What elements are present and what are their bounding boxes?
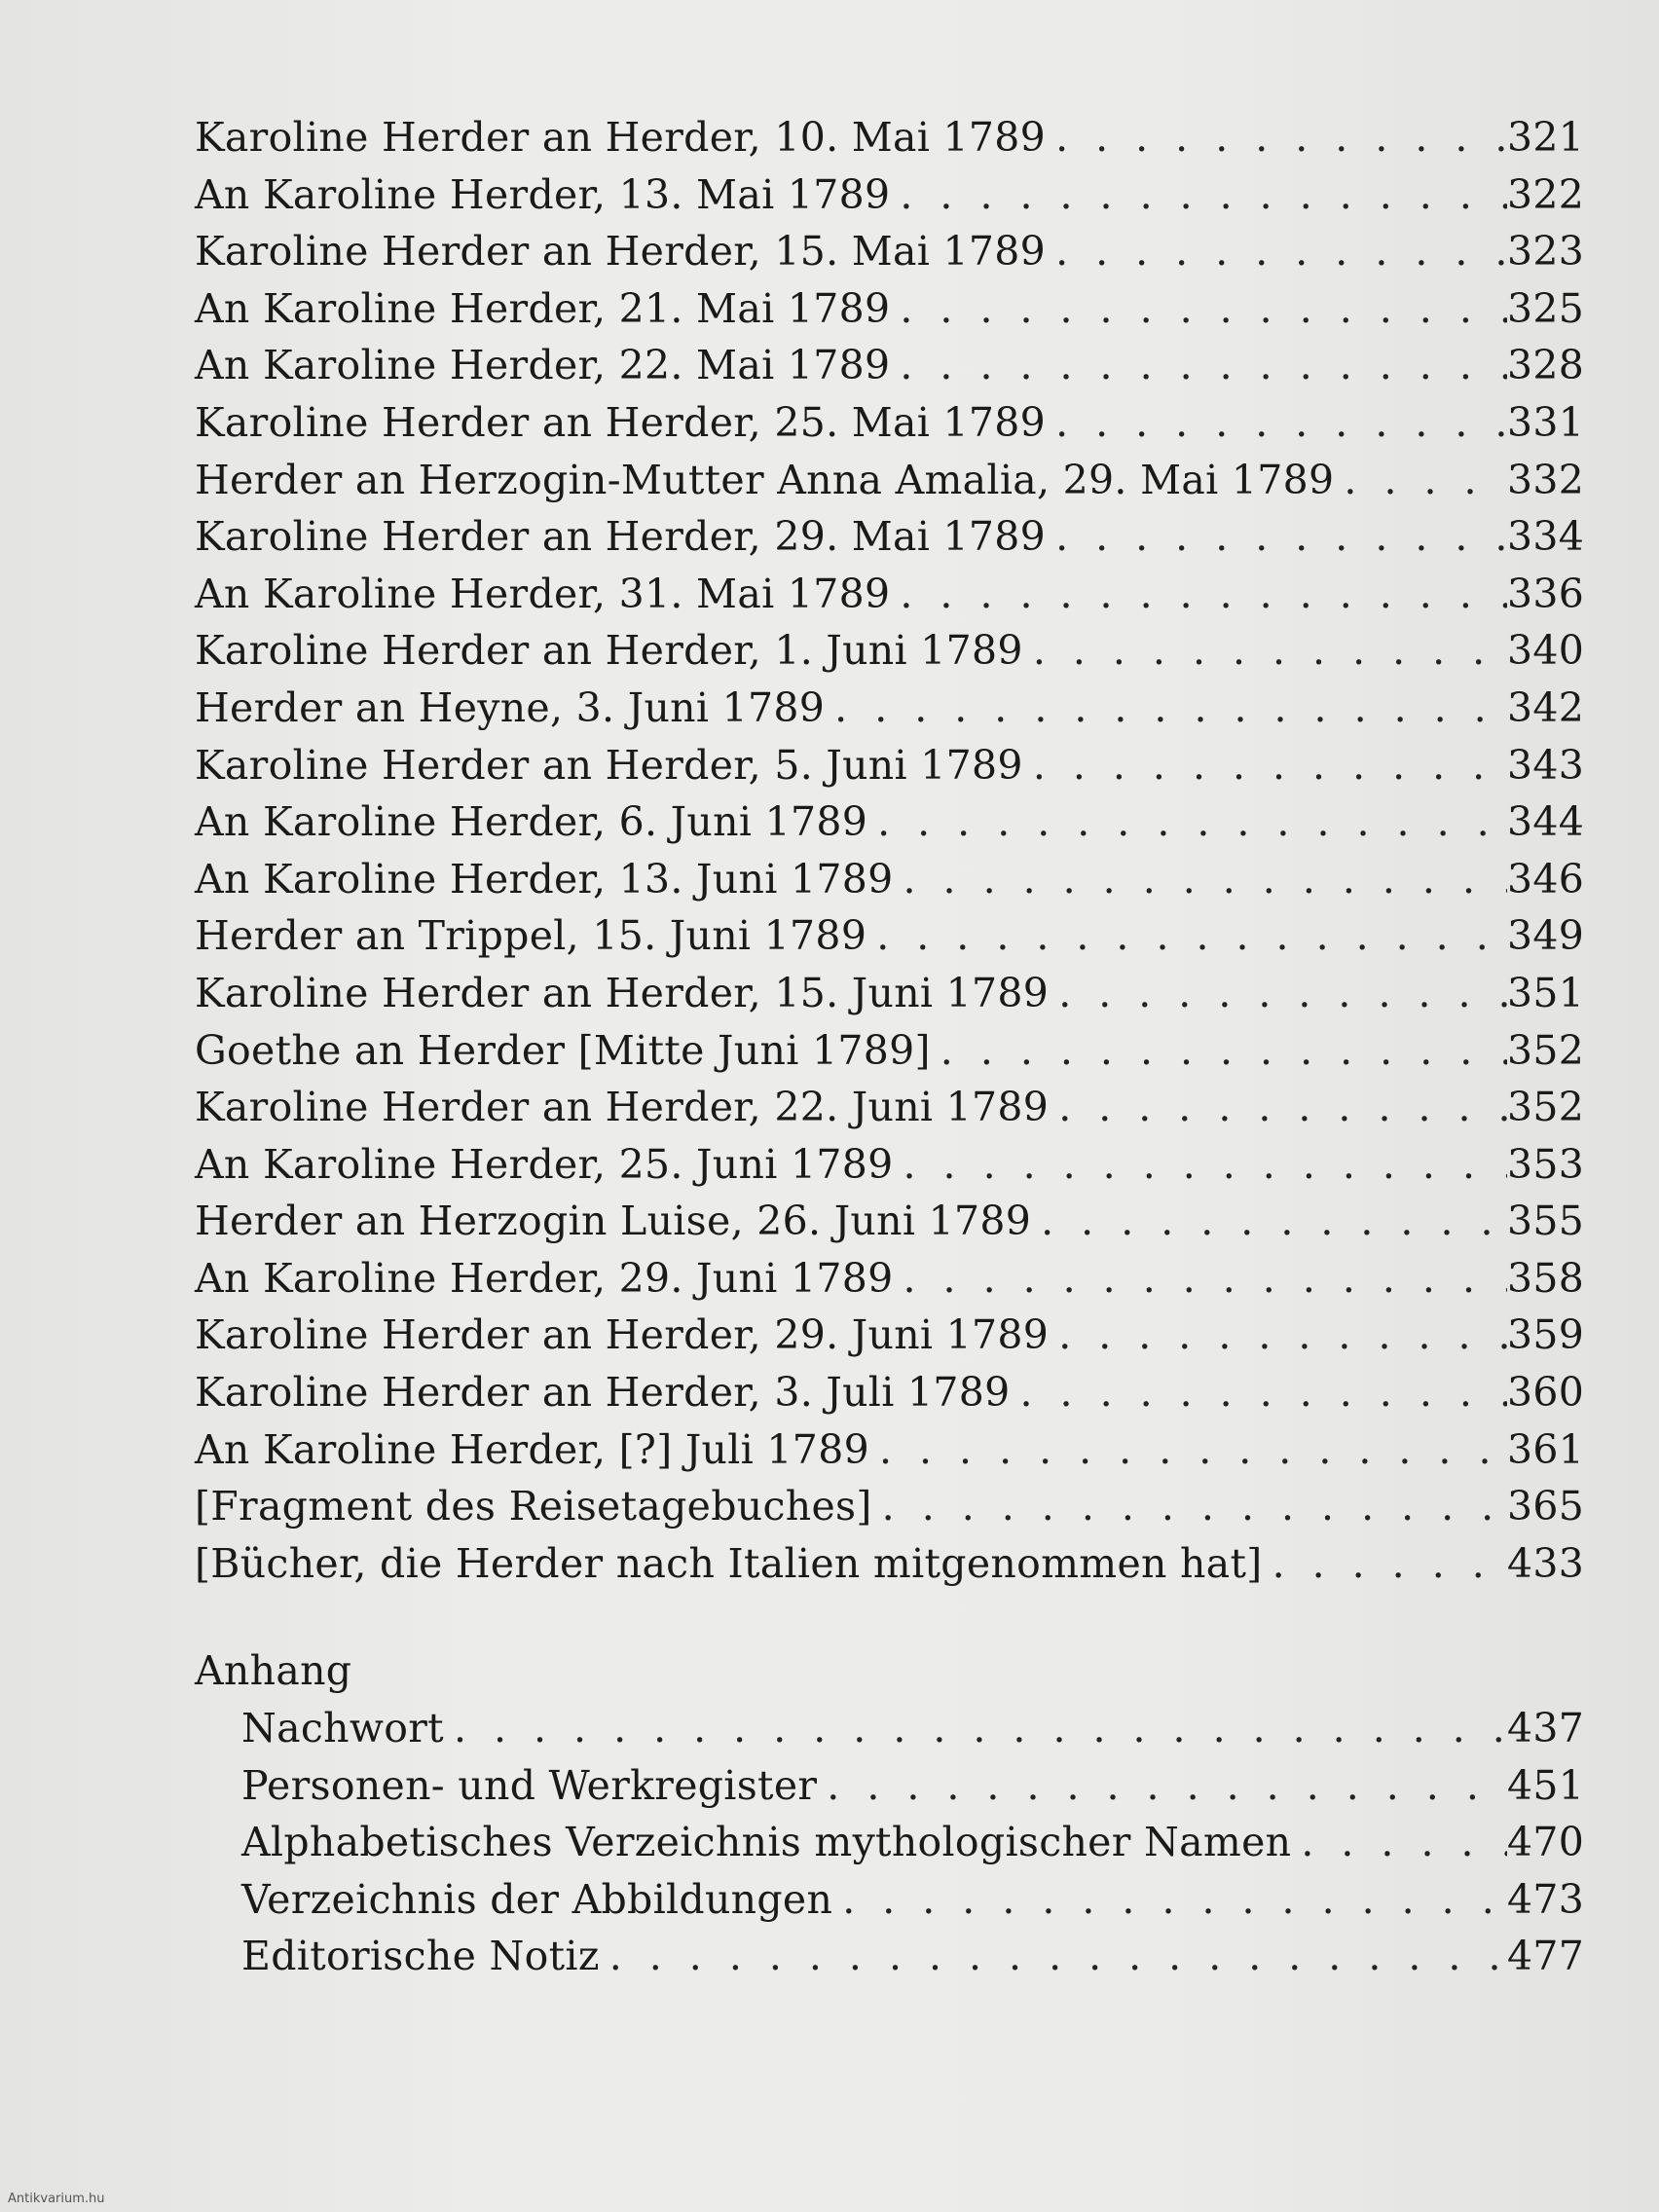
- entry-title: An Karoline Herder, 31. Mai 1789: [195, 570, 891, 617]
- dot-leader: [1046, 223, 1507, 280]
- entry-title: Verzeichnis der Abbildungen: [241, 1875, 833, 1923]
- entry-page-number: 334: [1507, 513, 1585, 561]
- table-of-contents: [195, 109, 1585, 1985]
- dot-leader: [890, 566, 1507, 623]
- toc-main-list: [195, 109, 1585, 1592]
- dot-leader: [1023, 622, 1507, 680]
- toc-entry: [195, 907, 1585, 965]
- dot-leader: [931, 1022, 1507, 1080]
- toc-entry: [195, 223, 1585, 280]
- entry-page-number: 331: [1507, 398, 1585, 446]
- entry-page-number: 342: [1507, 683, 1585, 731]
- toc-entry: [241, 1700, 1585, 1757]
- entry-title: [Fragment des Reisetagebuches]: [195, 1483, 872, 1530]
- entry-title: Nachwort: [241, 1705, 444, 1752]
- entry-title: Karoline Herder an Herder, 10. Mai 1789: [195, 114, 1047, 161]
- entry-page-number: 328: [1507, 342, 1585, 389]
- entry-page-number: 473: [1507, 1875, 1585, 1923]
- dot-leader: [866, 907, 1507, 965]
- entry-title: Karoline Herder an Herder, 25. Mai 1789: [195, 398, 1047, 446]
- dot-leader: [1046, 109, 1507, 166]
- entry-title: Herder an Herzogin Luise, 26. Juni 1789: [195, 1198, 1032, 1245]
- entry-page-number: 451: [1507, 1761, 1585, 1809]
- dot-leader: [444, 1700, 1507, 1757]
- entry-title: An Karoline Herder, 6. Juni 1789: [195, 798, 868, 846]
- dot-leader: [1263, 1535, 1507, 1593]
- dot-leader: [1049, 965, 1507, 1022]
- entry-title: An Karoline Herder, 21. Mai 1789: [195, 284, 891, 332]
- entry-page-number: 437: [1507, 1705, 1585, 1752]
- dot-leader: [872, 1478, 1507, 1535]
- entry-title: Alphabetisches Verzeichnis mythologischer Namen: [241, 1819, 1292, 1866]
- dot-leader: [600, 1928, 1507, 1985]
- dot-leader: [890, 166, 1507, 224]
- entry-page-number: 343: [1507, 741, 1585, 789]
- entry-title: Editorische Notiz: [241, 1933, 600, 1980]
- toc-entry: [195, 166, 1585, 224]
- toc-entry: [195, 508, 1585, 566]
- entry-title: An Karoline Herder, 29. Juni 1789: [195, 1254, 894, 1302]
- entry-title: An Karoline Herder, 13. Mai 1789: [195, 170, 891, 218]
- entry-page-number: 332: [1507, 456, 1585, 503]
- toc-entry: [195, 394, 1585, 452]
- entry-page-number: 344: [1507, 798, 1585, 846]
- toc-entry: [195, 109, 1585, 166]
- entry-title: Karoline Herder an Herder, 22. Juni 1789: [195, 1084, 1050, 1131]
- dot-leader: [1011, 1364, 1507, 1421]
- entry-page-number: 323: [1507, 228, 1585, 276]
- toc-entry: [195, 337, 1585, 394]
- dot-leader: [890, 337, 1507, 394]
- toc-entry: [195, 622, 1585, 680]
- dot-leader: [867, 793, 1507, 851]
- dot-leader: [1049, 1307, 1507, 1364]
- entry-page-number: 433: [1507, 1539, 1585, 1587]
- entry-page-number: 340: [1507, 627, 1585, 675]
- dot-leader: [869, 1421, 1507, 1479]
- entry-title: An Karoline Herder, 25. Juni 1789: [195, 1140, 894, 1188]
- entry-page-number: 325: [1507, 284, 1585, 332]
- dot-leader: [832, 1871, 1507, 1929]
- entry-page-number: 361: [1507, 1425, 1585, 1473]
- entry-title: Herder an Trippel, 15. Juni 1789: [195, 912, 867, 960]
- dot-leader: [825, 680, 1507, 737]
- entry-title: An Karoline Herder, 13. Juni 1789: [195, 855, 894, 903]
- section-spacer: [195, 1592, 1577, 1642]
- toc-entry: [195, 1022, 1585, 1080]
- dot-leader: [894, 851, 1508, 908]
- toc-entry: [195, 793, 1585, 851]
- dot-leader: [1291, 1814, 1507, 1871]
- entry-title: Karoline Herder an Herder, 15. Mai 1789: [195, 228, 1047, 276]
- toc-entry: [195, 680, 1585, 737]
- entry-title: An Karoline Herder, [?] Juli 1789: [195, 1425, 869, 1473]
- entry-title: An Karoline Herder, 22. Mai 1789: [195, 342, 891, 389]
- entry-title: Karoline Herder an Herder, 15. Juni 1789: [195, 969, 1050, 1016]
- appendix-heading: Anhang: [195, 1647, 352, 1695]
- toc-entry: [195, 851, 1585, 908]
- toc-entry: [195, 280, 1585, 338]
- entry-page-number: 352: [1507, 1026, 1585, 1074]
- toc-entry: [195, 566, 1585, 623]
- dot-leader: [817, 1757, 1507, 1815]
- entry-title: Karoline Herder an Herder, 29. Mai 1789: [195, 513, 1047, 561]
- entry-page-number: 360: [1507, 1369, 1585, 1417]
- entry-page-number: 470: [1507, 1819, 1585, 1866]
- entry-page-number: 346: [1507, 855, 1585, 903]
- toc-entry: [241, 1814, 1585, 1871]
- toc-entry: [195, 452, 1585, 509]
- dot-leader: [1049, 1079, 1507, 1136]
- entry-title: Goethe an Herder [Mitte Juni 1789]: [195, 1026, 931, 1074]
- entry-page-number: 352: [1507, 1084, 1585, 1131]
- dot-leader: [1334, 452, 1507, 509]
- entry-page-number: 359: [1507, 1311, 1585, 1359]
- toc-entry: [195, 1478, 1585, 1535]
- entry-title: Karoline Herder an Herder, 5. Juni 1789: [195, 741, 1023, 789]
- entry-page-number: 358: [1507, 1254, 1585, 1302]
- entry-page-number: 353: [1507, 1140, 1585, 1188]
- dot-leader: [1046, 508, 1507, 566]
- appendix-list: [195, 1700, 1585, 1985]
- dot-leader: [894, 1250, 1508, 1308]
- entry-page-number: 336: [1507, 570, 1585, 617]
- entry-page-number: 365: [1507, 1483, 1585, 1530]
- dot-leader: [1023, 737, 1507, 794]
- entry-page-number: 322: [1507, 170, 1585, 218]
- toc-entry: [195, 737, 1585, 794]
- toc-entry: [241, 1928, 1585, 1985]
- entry-page-number: 321: [1507, 114, 1585, 161]
- entry-title: Karoline Herder an Herder, 3. Juli 1789: [195, 1369, 1011, 1417]
- toc-entry: [195, 965, 1585, 1022]
- dot-leader: [894, 1136, 1508, 1194]
- entry-page-number: 355: [1507, 1198, 1585, 1245]
- dot-leader: [1046, 394, 1507, 452]
- entry-title: Karoline Herder an Herder, 1. Juni 1789: [195, 627, 1023, 675]
- entry-title: [Bücher, die Herder nach Italien mitgenommen hat]: [195, 1539, 1263, 1587]
- entry-page-number: 351: [1507, 969, 1585, 1016]
- toc-entry: [241, 1871, 1585, 1929]
- entry-title: Karoline Herder an Herder, 29. Juni 1789: [195, 1311, 1050, 1359]
- entry-title: Personen- und Werkregister: [241, 1761, 818, 1809]
- toc-entry: [195, 1250, 1585, 1308]
- toc-entry: [195, 1364, 1585, 1421]
- toc-entry: [195, 1307, 1585, 1364]
- dot-leader: [890, 280, 1507, 338]
- dot-leader: [1031, 1193, 1507, 1250]
- toc-entry: [195, 1421, 1585, 1479]
- toc-entry: [195, 1193, 1585, 1250]
- entry-page-number: 349: [1507, 912, 1585, 960]
- watermark: Antikvarium.hu: [8, 2192, 105, 2206]
- entry-page-number: 477: [1507, 1933, 1585, 1980]
- entry-title: Herder an Heyne, 3. Juni 1789: [195, 683, 826, 731]
- entry-title: Herder an Herzogin-Mutter Anna Amalia, 29. Mai 1789: [195, 456, 1335, 503]
- toc-entry: [195, 1079, 1585, 1136]
- toc-entry: [241, 1757, 1585, 1815]
- toc-entry: [195, 1136, 1585, 1194]
- toc-entry: [195, 1535, 1585, 1593]
